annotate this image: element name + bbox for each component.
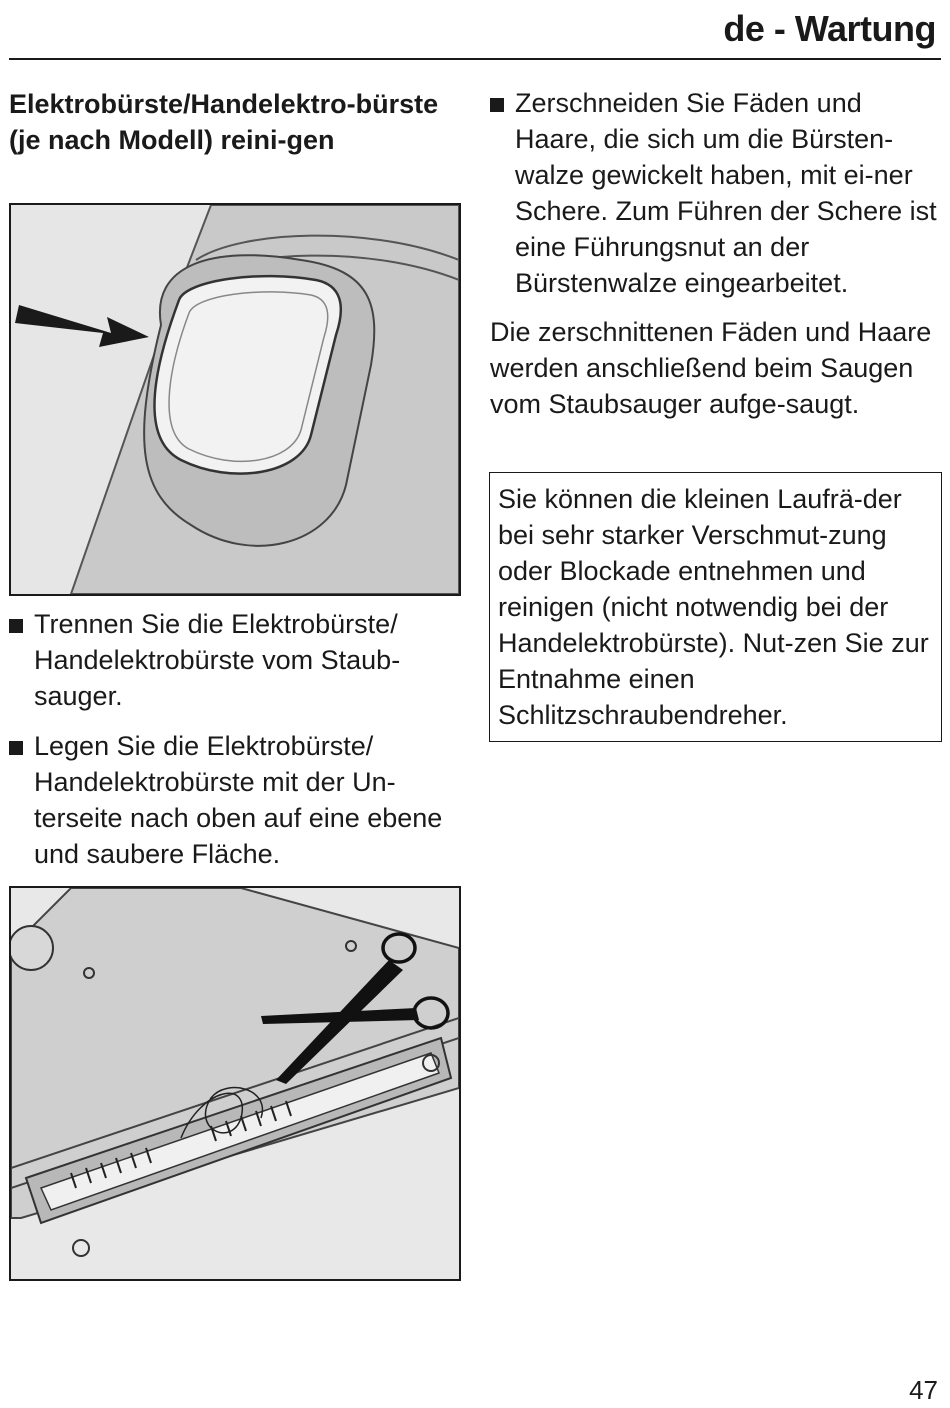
- header-divider: [9, 58, 941, 60]
- note-box: Sie können die kleinen Laufrä-der bei sehr starker Verschmut-zung oder Blockade entnehmen und reinigen (nicht notwendig bei der Handelektrobürste). Nut-zen Sie zur Entnahme einen Schlitzschraubendreher.: [489, 472, 942, 742]
- bullet-text: Zerschneiden Sie Fäden und Haare, die sich um die Bürsten-walze gewickelt haben, mit ei-ner Schere. Zum Führen der Schere ist eine Führungsnut an der Bürstenwalze eingearbeitet.: [515, 88, 937, 298]
- bullet-icon: [9, 741, 23, 755]
- body-paragraph: Die zerschnittenen Fäden und Haare werden anschließend beim Saugen vom Staubsauger aufge-saugt.: [490, 317, 932, 419]
- page-section-title: de - Wartung: [723, 8, 936, 49]
- list-item: [9, 606, 454, 714]
- brush-roller-scissors-illustration: [9, 886, 461, 1281]
- bullet-icon: [9, 619, 23, 633]
- bullet-text: Legen Sie die Elektrobürste/ Handelektrobürste mit der Un-terseite nach oben auf eine ebene und saubere Fläche.: [34, 731, 443, 869]
- bullet-icon: [490, 98, 504, 112]
- brush-release-illustration: [9, 203, 461, 596]
- list-item: [490, 85, 945, 301]
- list-item: [9, 728, 454, 872]
- bullet-text: Trennen Sie die Elektrobürste/ Handelektrobürste vom Staub-sauger.: [34, 609, 401, 711]
- page-number: 47: [909, 1375, 938, 1405]
- section-heading: Elektrobürste/Handelektro-bürste (je nach Modell) reini-gen: [9, 89, 439, 155]
